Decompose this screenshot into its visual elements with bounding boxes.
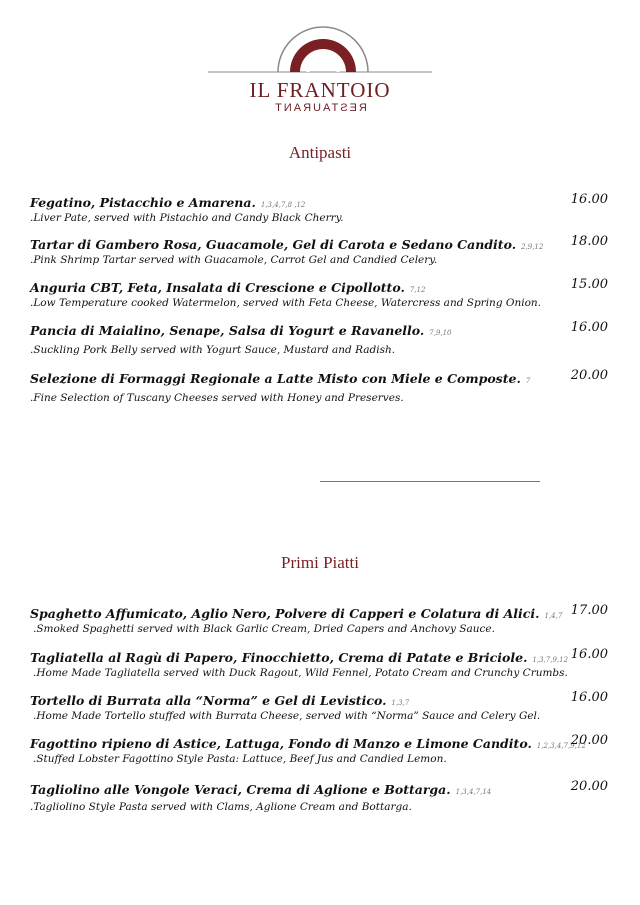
item-name: Pancia di Maialino, Senape, Salsa di Yogurt e Ravanello.	[30, 323, 425, 338]
item-price: 16.00	[570, 320, 608, 335]
item-price: 20.00	[570, 368, 608, 383]
item-name: Tartar di Gambero Rosa, Guacamole, Gel di Carota e Sedano Candito.	[30, 237, 517, 252]
item-price: 18.00	[570, 234, 608, 249]
menu-item	[30, 733, 608, 765]
section-divider	[320, 481, 540, 482]
item-allergens: 7	[525, 377, 531, 385]
menu-item	[30, 647, 608, 679]
item-description: .Stuffed Lobster Fagottino Style Pasta: Lattuce, Beef Jus and Candied Lemon.	[33, 753, 447, 765]
item-price: 20.00	[570, 733, 608, 748]
item-name: Tagliatella al Ragù di Papero, Finocchietto, Crema di Patate e Briciole.	[30, 650, 528, 665]
item-allergens: 7,12	[409, 286, 426, 294]
menu-item	[30, 192, 608, 224]
section-title-antipasti: Antipasti	[288, 143, 352, 162]
item-name: Fegatino, Pistacchio e Amarena.	[30, 195, 256, 210]
item-allergens: 2,9,12	[521, 243, 544, 251]
item-price: 16.00	[570, 690, 608, 705]
restaurant-logo	[208, 22, 432, 114]
item-allergens: 1,3,4,7,14	[455, 788, 492, 796]
menu-item	[30, 690, 608, 722]
item-description: .Home Made Tortello stuffed with Burrata Cheese, served with “Norma” Sauce and Celery Gel.	[33, 710, 541, 722]
item-description: .Fine Selection of Tuscany Cheeses served with Honey and Preserves.	[30, 392, 404, 404]
item-description: .Smoked Spaghetti served with Black Garlic Cream, Dried Capers and Anchovy Sauce.	[33, 623, 495, 635]
item-description: .Suckling Pork Belly served with Yogurt Sauce, Mustard and Radish.	[30, 344, 396, 356]
item-allergens: 1,3,4,7,8 ,12	[260, 201, 306, 209]
item-price: 20.00	[570, 779, 608, 794]
section-title-primi-piatti: Primi Piatti	[281, 553, 359, 572]
item-allergens: 1,3,7	[391, 699, 410, 707]
item-name: Selezione di Formaggi Regionale a Latte Misto con Miele e Composte.	[30, 371, 521, 386]
item-price: 16.00	[570, 192, 608, 207]
item-price: 17.00	[570, 603, 608, 618]
menu-item	[30, 368, 608, 404]
item-name: Anguria CBT, Feta, Insalata di Crescione e Cipollotto.	[30, 280, 405, 295]
menu-item	[30, 234, 608, 266]
item-allergens: 7,9,10	[429, 329, 452, 337]
item-description: .Tagliolino Style Pasta served with Clams, Aglione Cream and Bottarga.	[30, 801, 412, 813]
item-description: .Home Made Tagliatella served with Duck Ragout, Wild Fennel, Potato Cream and Crunchy Crumbs.	[33, 667, 568, 679]
menu-item	[30, 277, 608, 309]
item-description: .Liver Pate, served with Pistachio and Candy Black Cherry.	[30, 212, 344, 224]
item-allergens: 1,4,7	[544, 612, 563, 620]
item-name: Spaghetto Affumicato, Aglio Nero, Polvere di Capperi e Colatura di Alici.	[30, 606, 540, 621]
item-description: .Pink Shrimp Tartar served with Guacamole, Carrot Gel and Candied Celery.	[30, 254, 438, 266]
item-price: 16.00	[570, 647, 608, 662]
arch-logo-icon	[208, 22, 432, 82]
menu-item	[30, 603, 608, 635]
restaurant-name: IL FRANTOIO	[249, 78, 391, 102]
menu-item	[30, 779, 608, 813]
item-name: Tortello di Burrata alla “Norma” e Gel di Levistico.	[30, 693, 387, 708]
item-description: .Low Temperature cooked Watermelon, served with Feta Cheese, Watercress and Spring Onion.	[30, 297, 542, 309]
item-name: Fagottino ripieno di Astice, Lattuga, Fondo di Manzo e Limone Candito.	[30, 736, 532, 751]
item-name: Tagliolino alle Vongole Veraci, Crema di Aglione e Bottarga.	[30, 782, 451, 797]
item-allergens: 1,3,7,9,12	[532, 656, 569, 664]
menu-item	[30, 320, 608, 356]
item-price: 15.00	[570, 277, 608, 292]
restaurant-subtitle: RESTAURANT	[273, 102, 367, 114]
item-allergens: 1,2,3,4,7,9,12	[536, 742, 586, 750]
